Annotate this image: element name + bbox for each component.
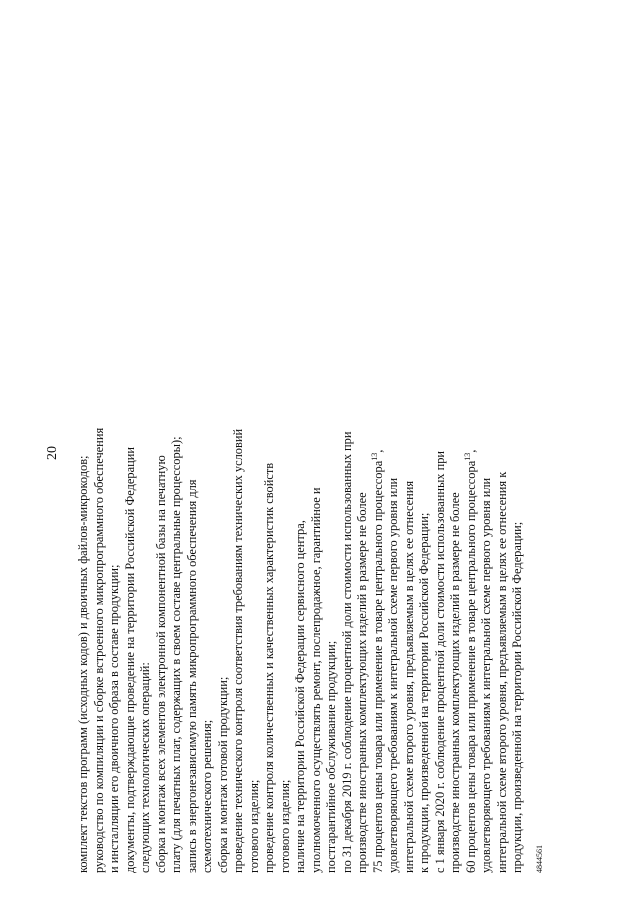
text-line-content: готового изделия; [277, 779, 292, 873]
document-id: 4844561 [535, 845, 544, 873]
text-line [495, 33, 511, 873]
text-line [123, 33, 139, 873]
text-line-content: проведение технического контроля соответствия требованиям технических условий [231, 428, 245, 873]
text-line-content: сборка и монтаж готовой продукции; [215, 676, 230, 873]
text-line [200, 33, 216, 873]
text-line-content: удовлетворяющего требованиям к интегральной схеме первого уровня или [479, 477, 493, 873]
text-line [92, 33, 108, 873]
text-line-content: к продукции, произведенной на территории Российской Федерации; [417, 512, 431, 873]
text-line-content: уполномоченного осуществлять ремонт, послепродажное, гарантийное и [308, 487, 323, 873]
text-line [293, 33, 309, 873]
text-line-content: продукции, произведенной на территории Российской Федерации; [510, 521, 524, 873]
text-line [355, 33, 371, 873]
text-line [433, 33, 449, 873]
text-line [324, 33, 340, 873]
text-line [510, 33, 526, 873]
text-line-content: с 1 января 2020 г. соблюдение процентной доли стоимости использованных при [432, 450, 447, 873]
text-line [371, 33, 387, 873]
footnote-reference: 13 [462, 452, 472, 461]
text-line [154, 33, 170, 873]
text-line-content: интегральной схеме второго уровня, предъявляемым в целях ее отнесения [401, 480, 416, 873]
trailing-punctuation: , [463, 449, 478, 453]
text-line-content: 75 процентов цены товара или применение в товаре центрального процессора [370, 460, 385, 873]
text-line [309, 33, 325, 873]
text-line-content: постгарантийное обслуживание продукции; [324, 640, 338, 873]
rotated-content [32, 33, 592, 873]
text-line [340, 33, 356, 873]
text-line [464, 33, 480, 873]
text-line-content: схемотехнического решения; [200, 719, 214, 873]
text-line [417, 33, 433, 873]
text-line-content: сборка и монтаж всех элементов электронной компонентной базы на печатную [153, 455, 168, 873]
text-line-content: производстве иностранных комплектующих изделий в размере не более [448, 492, 462, 873]
footnote-reference: 13 [369, 452, 379, 461]
text-line-content: плату (для печатных плат, содержащих в своем составе центральные процессоры); [169, 436, 183, 873]
text-line-content: наличие на территории Российской Федерации сервисного центра, [293, 520, 307, 873]
trailing-punctuation: , [370, 449, 385, 453]
text-line-content: следующих технологических операций: [138, 662, 152, 873]
text-line-content: удовлетворяющего требованиям к интегральной схеме первого уровня или [386, 477, 400, 873]
page-number: 20 [45, 446, 60, 460]
text-line-content: интегральной схеме второго уровня, предъявляемым в целях ее отнесения к [494, 471, 509, 873]
text-line [76, 33, 92, 873]
text-line [247, 33, 263, 873]
text-line [107, 33, 123, 873]
text-line-content: и инсталляции его двоичного образа в составе продукции; [107, 564, 121, 873]
text-line [231, 33, 247, 873]
text-line-content: проведение контроля количественных и качественных характеристик свойств [262, 462, 276, 873]
text-line [278, 33, 294, 873]
text-line [448, 33, 464, 873]
text-line [185, 33, 201, 873]
text-line-content: по 31 декабря 2019 г. соблюдение процентной доли стоимости использованных при [339, 431, 354, 873]
text-line [138, 33, 154, 873]
text-line-content: 60 процентов цены товара или применение в товаре центрального процессора [463, 460, 478, 873]
text-line-content: запись в энергонезависимую память микропрограммного обеспечения для [184, 479, 199, 873]
text-line-content: руководство по компиляции и сборке встроенного микропрограммного обеспечения [91, 427, 106, 873]
text-line [402, 33, 418, 873]
text-line-content: документы, подтверждающие проведение на территории Российской Федерации [122, 447, 137, 873]
text-line [479, 33, 495, 873]
text-line-content: комплект текстов программ (исходных кодов) и двоичных файлов-микрокодов; [76, 455, 90, 873]
text-line [386, 33, 402, 873]
text-line [216, 33, 232, 873]
text-line-content: производстве иностранных комплектующих изделий в размере не более [355, 492, 369, 873]
body-text [76, 33, 526, 873]
text-line [262, 33, 278, 873]
text-line [169, 33, 185, 873]
text-line-content: готового изделия; [246, 779, 261, 873]
